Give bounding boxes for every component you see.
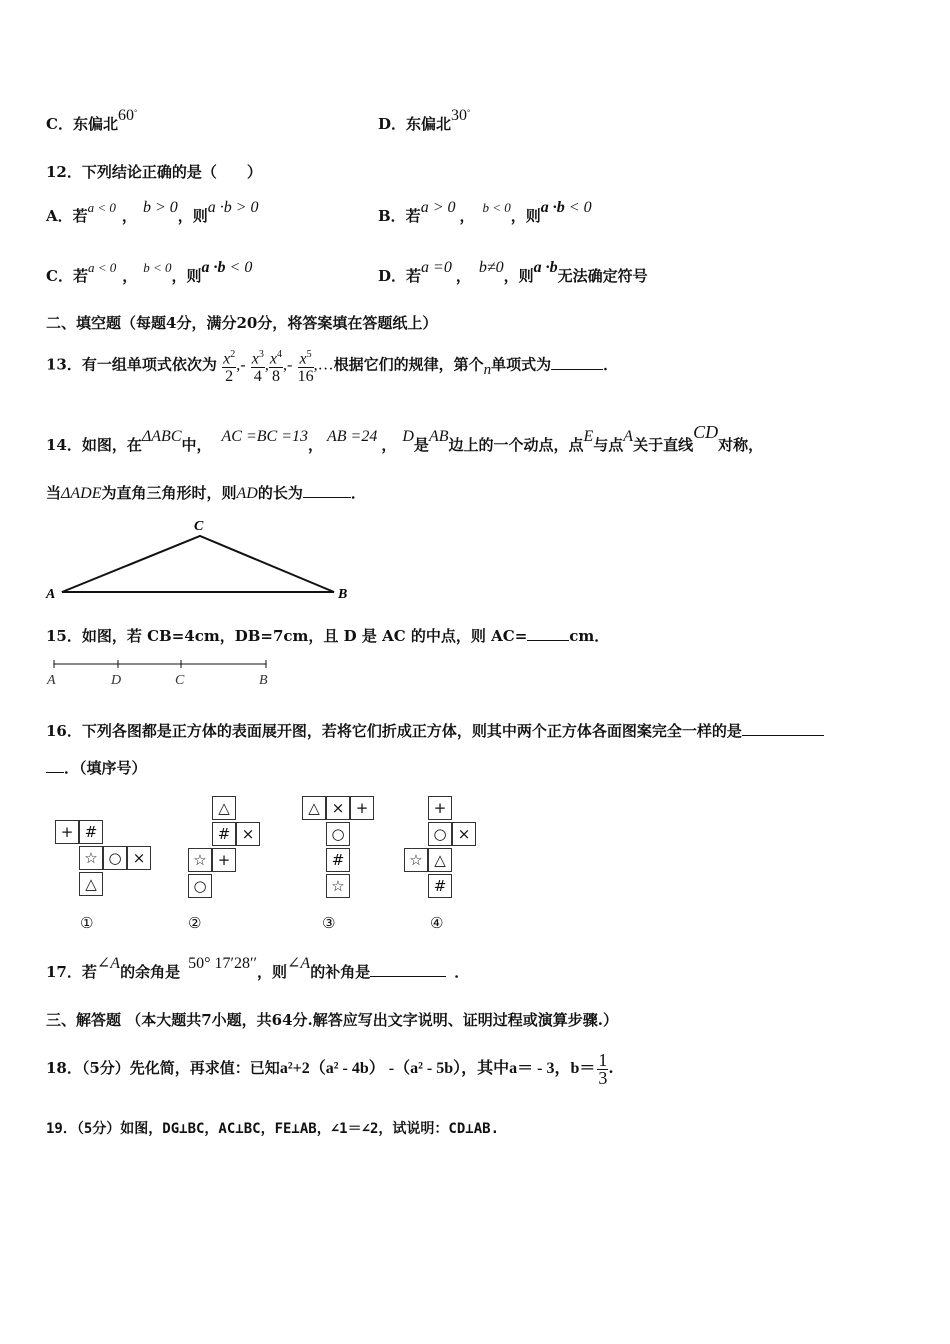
q16-line1-text: 16．下列各图都是正方体的表面展开图，若将它们折成正方体，则其中两个正方体各面图案完全一样的是 — [46, 722, 742, 740]
net2-caption: ② — [188, 914, 202, 932]
q18-frac-num: 1 — [598, 1049, 608, 1070]
q15-fig-label-b: B — [259, 673, 268, 688]
q12-c-cond2: b < 0 — [143, 260, 172, 275]
q16-answer-blank-1[interactable] — [742, 721, 824, 736]
q12-d-cond2: b≠0 — [478, 259, 504, 276]
net1-cell-circle: ○ — [103, 846, 127, 870]
q13-t2-den: 4 — [253, 368, 262, 386]
q14-triangle-figure — [44, 514, 364, 606]
q12-a-label: A．若 — [46, 207, 88, 225]
q12-c-cond1: a < 0 — [87, 260, 117, 275]
net3-cell-triangle: △ — [302, 796, 326, 820]
q17-angle: ∠A — [96, 955, 121, 972]
q12-a-cond2: b > 0 — [142, 199, 178, 216]
q13-n: n — [483, 361, 492, 378]
q16-line2-end: ．（填序号） — [64, 759, 147, 777]
q14-answer-blank[interactable] — [303, 483, 351, 498]
q15-segment-figure — [44, 654, 274, 690]
q14-end: ． — [350, 484, 366, 502]
q17-answer-blank[interactable] — [370, 962, 446, 977]
q13 — [46, 346, 618, 385]
net4-cell-cross: × — [452, 822, 476, 846]
q13-t2-base: x — [251, 350, 259, 368]
q12-option-a — [46, 199, 259, 227]
q13-end: ． — [603, 355, 619, 374]
q19: 19．（5分）如图，DG⊥BC，AC⊥BC，FE⊥AB，∠1＝∠2，试说明：CD⊥AB. — [46, 1121, 500, 1137]
q18-pre: 18．（5分）先化简，再求值：已知 — [46, 1059, 280, 1077]
net1-caption: ① — [80, 914, 94, 932]
q12-c-sep1: ， — [122, 267, 138, 285]
q14-c1: ， — [307, 436, 323, 454]
q11-option-d-label: D． — [378, 115, 407, 133]
q17-post: 的补角是 — [310, 963, 371, 981]
q13-t3-den: 8 — [271, 368, 280, 386]
q13-t3-exp: 4 — [277, 349, 283, 360]
q17 — [46, 955, 470, 983]
q13-post: 单项式为 — [491, 355, 552, 374]
q12-d-tail: 无法确定符号 — [557, 267, 648, 285]
q12-c-sep2: ，则 — [171, 267, 202, 285]
q12-b-cond1: a > 0 — [420, 199, 456, 216]
net4-cell-star: ☆ — [404, 848, 428, 872]
q13-mid: 根据它们的规律，第个 — [333, 355, 484, 374]
q12-option-d — [378, 259, 648, 287]
q18 — [46, 1046, 614, 1091]
q13-pre: 13．有一组单项式依次为 — [46, 355, 217, 374]
q12-b-cond2: b < 0 — [482, 200, 511, 215]
net2-cell-triangle: △ — [212, 796, 236, 820]
q17-then: ，则 — [256, 963, 287, 981]
q14-yu: 与点 — [593, 436, 624, 454]
q12-a-cond3: a ·b > 0 — [207, 199, 259, 216]
net4-cell-hash: # — [428, 874, 452, 898]
q16-answer-blank-2[interactable] — [46, 758, 64, 773]
q11-option-d — [378, 107, 471, 137]
net3-caption: ③ — [322, 914, 336, 932]
q12-a-sep1: ， — [121, 207, 137, 225]
q12-d-cond3: a ·b — [533, 259, 558, 276]
q17-value: 50° 17′28′′ — [188, 955, 257, 972]
section-2-heading: 二、填空题（每题4分，满分20分，将答案填在答题纸上） — [46, 314, 438, 332]
q11-option-d-value: 30 — [451, 107, 468, 124]
q13-t2-exp: 3 — [258, 349, 264, 360]
q15 — [46, 626, 609, 646]
q11-option-d-degree: ° — [467, 108, 471, 117]
q13-comma-1: , — [236, 356, 241, 374]
q12-option-b — [378, 199, 592, 227]
q15-fig-label-d: D — [111, 673, 122, 688]
q14-shi: 是 — [413, 436, 429, 454]
net1-cell-star: ☆ — [79, 846, 103, 870]
q11-option-d-text: 东偏北 — [406, 115, 452, 133]
q11-option-c-degree: ° — [133, 108, 138, 117]
q11-option-c — [46, 107, 138, 137]
q13-answer-blank[interactable] — [551, 355, 603, 370]
q11-option-c-text: 东偏北 — [72, 115, 118, 133]
q18-cond: a＝ - 3，b＝ — [509, 1060, 596, 1077]
q14-tri2: ΔADE — [61, 485, 102, 502]
q13-term-3 — [269, 346, 283, 385]
q14-zhong: 中， — [181, 436, 212, 454]
net4-cell-triangle: △ — [428, 848, 452, 872]
q13-t4-base: x — [299, 350, 307, 368]
q12-d-sep2: ，则 — [503, 267, 534, 285]
q12-c-cond3b: < 0 — [225, 259, 253, 276]
q13-minus-2: - — [287, 356, 293, 374]
q18-expr: a²+2（a² - 4b） -（a² - 5b），其中 — [279, 1060, 510, 1077]
net2-cell-cross: × — [236, 822, 260, 846]
q13-t1-base: x — [223, 350, 231, 368]
q14-fig-label-b: B — [338, 587, 348, 602]
net1-cell-plus: + — [55, 820, 79, 844]
q12-a-cond1: a < 0 — [87, 200, 116, 215]
q14-edge: 边上的一个动点，点 — [448, 436, 584, 454]
q11-option-c-value: 60 — [117, 107, 134, 124]
net2-cell-plus: + — [212, 848, 236, 872]
q14-line1 — [46, 422, 764, 456]
q14-line2-pre: 当 — [46, 484, 62, 502]
net3-cell-star: ☆ — [326, 874, 350, 898]
net3-cell-cross: × — [326, 796, 350, 820]
q14-ab: AB — [428, 428, 449, 445]
q16-line2 — [46, 758, 147, 778]
net1-cell-triangle: △ — [79, 872, 103, 896]
q12-a-sep2: ，则 — [177, 207, 208, 225]
q18-end: . — [608, 1059, 614, 1077]
q12-d-cond1: a =0 — [421, 259, 452, 276]
q13-t3-base: x — [269, 350, 278, 368]
q14-fig-label-a: A — [46, 587, 56, 602]
q15-text: 15．如图，若 CB=4cm，DB=7cm，且 D 是 AC 的中点，则 AC= — [46, 627, 528, 645]
q14-line2-post: 的长为 — [257, 484, 303, 502]
q14-eq2: AB =24 — [327, 428, 378, 445]
net3-cell-circle: ○ — [326, 822, 350, 846]
q15-fig-label-a: A — [47, 673, 56, 688]
q13-comma-3: , — [283, 356, 288, 374]
q14-line2-mid: 为直角三角形时，则 — [101, 484, 237, 502]
q12-stem: 12．下列结论正确的是（ ） — [46, 163, 262, 181]
q13-t4-exp: 5 — [306, 349, 312, 360]
q14-fig-label-c: C — [194, 519, 204, 534]
q13-minus-1: - — [240, 356, 246, 374]
q14-ad: AD — [236, 485, 258, 502]
net4-caption: ④ — [430, 914, 444, 932]
q17-angle2: ∠A — [287, 955, 311, 972]
net2-cell-hash: # — [212, 822, 236, 846]
net3-cell-hash: # — [326, 848, 350, 872]
q14-guanyu: 关于直线 — [633, 436, 694, 454]
q14-cd: CD — [693, 422, 719, 442]
q12-d-label: D．若 — [378, 267, 422, 285]
q15-answer-blank[interactable] — [527, 626, 569, 641]
section-3-heading: 三、解答题 （本大题共7小题，共64分.解答应写出文字说明、证明过程或演算步骤.） — [46, 1011, 618, 1029]
q12-c-cond3a: a ·b — [201, 259, 226, 276]
q12-b-cond3b: < 0 — [564, 199, 592, 216]
q13-dots: ,… — [313, 356, 334, 374]
net4-cell-circle: ○ — [428, 822, 452, 846]
q13-term-2 — [251, 346, 265, 385]
net4-cell-plus: + — [428, 796, 452, 820]
net3-cell-plus: + — [350, 796, 374, 820]
q18-fraction — [597, 1049, 608, 1088]
q12-c-label: C．若 — [46, 267, 88, 285]
q14-e: E — [583, 428, 594, 445]
q14-tri: ΔABC — [141, 428, 182, 445]
q13-term-1 — [222, 346, 236, 385]
q14-pre: 14．如图，在 — [46, 436, 142, 454]
q12-option-c — [46, 259, 253, 287]
net1-cell-hash: # — [79, 820, 103, 844]
q16-line1 — [46, 721, 824, 741]
net1-cell-cross: × — [127, 846, 151, 870]
q14-a: A — [623, 428, 634, 445]
q15-unit: cm． — [569, 627, 610, 645]
q17-pre: 17．若 — [46, 963, 97, 981]
q14-c2: ， — [381, 436, 397, 454]
q14-duichen: 对称， — [718, 436, 764, 454]
q15-fig-label-c: C — [175, 673, 185, 688]
q13-comma-2: , — [264, 356, 269, 374]
net2-cell-star: ☆ — [188, 848, 212, 872]
q13-term-4 — [298, 346, 314, 385]
q13-t1-den: 2 — [225, 368, 234, 386]
q17-end: ． — [454, 963, 470, 981]
q14-line2 — [46, 483, 366, 504]
q12-b-sep1: ， — [459, 207, 475, 225]
net2-cell-circle: ○ — [188, 874, 212, 898]
q14-triangle-shape — [62, 536, 334, 592]
q13-t1-exp: 2 — [230, 349, 236, 360]
q18-frac-den: 3 — [598, 1067, 608, 1088]
q12-b-label: B．若 — [378, 207, 421, 225]
q14-eq1: AC =BC =13 — [221, 428, 308, 445]
q11-option-c-label: C． — [46, 115, 73, 133]
q12-d-sep1: ， — [455, 267, 471, 285]
q12-b-cond3a: a ·b — [540, 199, 565, 216]
q14-d: D — [402, 428, 414, 445]
q17-mid: 的余角是 — [120, 963, 181, 981]
q12-b-sep2: ，则 — [510, 207, 541, 225]
q13-t4-den: 16 — [297, 368, 314, 386]
